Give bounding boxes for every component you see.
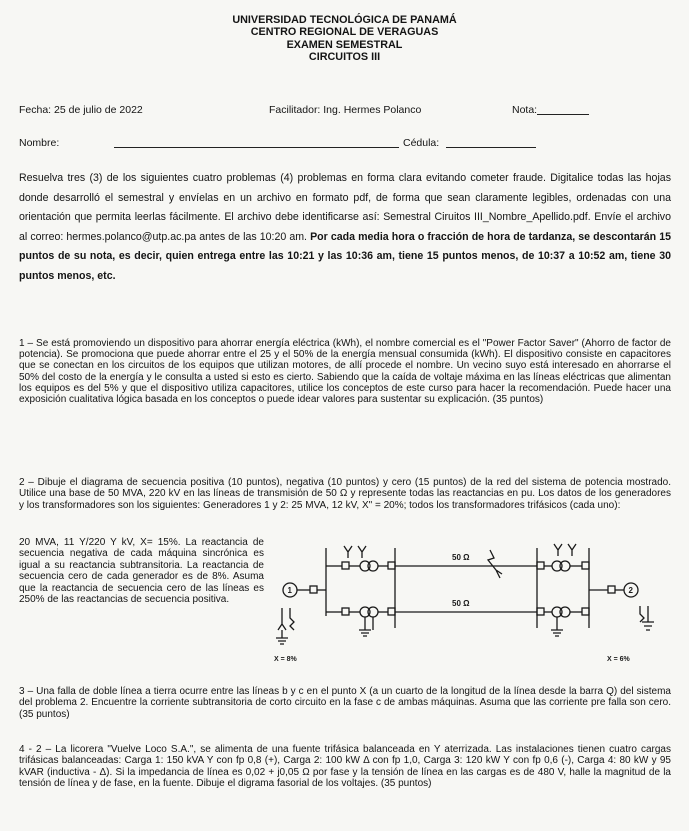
- problem-1: [19, 338, 671, 405]
- grade-label: Nota:: [512, 104, 538, 116]
- ground-left-reactance: X = 8%: [274, 656, 297, 663]
- exam-date: Fecha: 25 de julio de 2022: [19, 104, 143, 116]
- ground-right-reactance: X = 6%: [607, 656, 630, 663]
- problem-2: [19, 477, 671, 511]
- fault-symbol: [488, 550, 496, 570]
- course-name: CIRCUITOS III: [308, 51, 381, 64]
- generator-2-label: 2: [628, 586, 633, 595]
- line-1-impedance: 50 Ω: [452, 553, 470, 562]
- breaker: [310, 586, 317, 593]
- id-label: Cédula:: [403, 137, 440, 149]
- problem-2-side-text: 20 MVA, 11 Y/220 Y kV, X= 15%. La reactancia de secuencia negativa de cada máquina sincrónica es igual a su reactancia subtransitoria. La reactancia de secuencia cero de cada generador es de 8%. Asuma que la reactancia de secuencia cero de las líneas es 250% de las reactancias de secuencia positiva.: [19, 537, 264, 606]
- problem-4: [19, 744, 671, 789]
- line-2-impedance: 50 Ω: [452, 599, 470, 608]
- regional-center: CENTRO REGIONAL DE VERAGUAS: [250, 26, 439, 39]
- power-system-diagram: [272, 538, 672, 668]
- problem-2-text: 2 – Dibuje el diagrama de secuencia positiva (10 puntos), negativa (10 puntos) y cero (15 puntos) de la red del sistema de potencia mostrado. Utilice una base de 50 MVA, 220 kV en las líneas de transmisión de 50 Ω y represente todas las reactancias en pu. Los datos de los generadores y los transformadores son los siguientes: Generadores 1 y 2: 25 MVA, 12 kV, X" = 20%; todos los transformadores trifásicos (cada uno):: [19, 477, 671, 511]
- university-name: UNIVERSIDAD TECNOLÓGICA DE PANAMÁ: [232, 14, 457, 26]
- instructions: [19, 169, 671, 287]
- instructions-text: Resuelva tres (3) de los siguientes cuatro problemas (4) problemas en forma clara evitando cometer fraude. Digitalice todas las hojas donde desarrolló el semestral y envíelas en un archivo en formato pdf, de forma que sean claramente legibles, ordenadas con una orientación que permita leerlas fácilmente. El archivo debe identificarse así: Semestral Ciruitos III_Nombre_Apellido.pdf. Envíe el archivo al correo: hermes.polanco@utp.ac.pa antes de las 10:20 am.: [19, 172, 671, 243]
- grade-field: [512, 104, 537, 116]
- problem-3-text: 3 – Una falla de doble línea a tierra ocurre entre las líneas b y c en el punto X (a un cuarto de la longitud de la línea desde la barra Q) del sistema del problema 2. Encuentre la corriente subtransitoria de corto circuito en la fase c de ambas máquinas. Asuma que las corriente pre falla son cero. (35 puntos): [19, 686, 671, 720]
- problem-1-text: 1 – Se está promoviendo un dispositivo para ahorrar energía eléctrica (kWh), el nombre comercial es el "Power Factor Saver" (Ahorro de factor de potencia). Se promociona que puede ahorrar entre el 25 y el 50% de la energía mensual consumida (kWh). El dispositivo consiste en capacitores que se conectan en los circuitos de los equipos que utilizan motores, de allí procede el nombre. Un vecino suyo está interesado en ahorrarse el 50% del costo de la energía y le consulta a usted si esto es cierto. Sabiendo que la caída de voltaje máxima en las líneas eléctricas que alimentan los equipos es del 5% y que el dispositivo utiliza capacitores, utilice los conceptos de este curso para hacer la recomendación. Puede hacer una exposición cualitativa lógica basada en los conceptos o puede idear valores para sustentar su explicación. (35 puntos): [19, 338, 671, 406]
- generator-1-label: 1: [287, 586, 292, 595]
- problem-3: [19, 686, 671, 720]
- problem-4-text: 4 - 2 – La licorera "Vuelve Loco S.A.", se alimenta de una fuente trifásica balanceada en Y aterrizada. Las instalaciones tienen cuatro cargas trifásicas balanceadas: Carga 1: 150 kVA Y con fp 0,8 (+), Carga 2: 100 kW Δ con fp 1,0, Carga 3: 120 kW Y con fp 0,6 (-), Carga 4: 80 kW y 95 kVAR (inductiva - Δ). Si la impedancia de línea es 0,02 + j0,05 Ω por fase y la tensión de línea en las cargas es de 480 V, halle la magnitud de la tensión de línea y de fase, en la fuente. Dibuje el digrama fasorial de los voltajes. (35 puntos): [19, 744, 671, 789]
- grade-blank: [537, 104, 589, 115]
- name-label: Nombre:: [19, 137, 60, 149]
- exam-header: [0, 14, 689, 64]
- late-penalty: Por cada media hora o fracción de hora de tardanza, se descontarán 15 puntos de su nota, es decir, quien entrega entre las 10:21 y las 10:36 am, tiene 15 puntos menos, de 10:37 a 10:52 am, tiene 30 puntos menos, etc.: [19, 230, 671, 282]
- facilitator: Facilitador: Ing. Hermes Polanco: [269, 104, 422, 116]
- exam-type: EXAMEN SEMESTRAL: [286, 38, 403, 51]
